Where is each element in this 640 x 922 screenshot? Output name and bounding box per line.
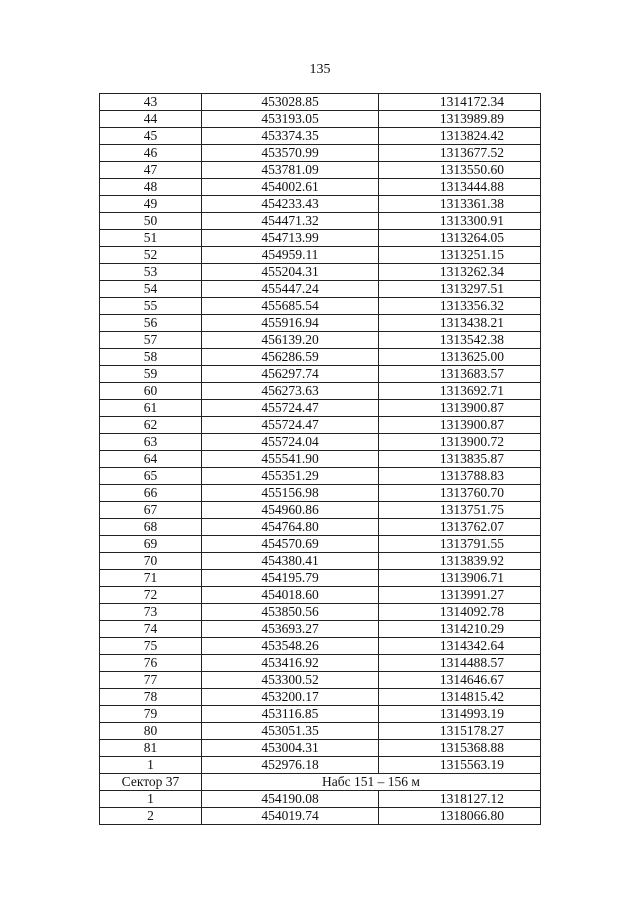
- y-coordinate: 1313542.38: [379, 332, 541, 349]
- point-number: 63: [100, 434, 202, 451]
- sector-label: Сектор 37: [100, 774, 202, 791]
- table-row: [100, 298, 541, 315]
- y-coordinate: 1313251.15: [379, 247, 541, 264]
- x-coordinate: 454233.43: [202, 196, 379, 213]
- x-coordinate: 456297.74: [202, 366, 379, 383]
- point-number: 57: [100, 332, 202, 349]
- x-coordinate: 453570.99: [202, 145, 379, 162]
- table-row: [100, 570, 541, 587]
- point-number: 47: [100, 162, 202, 179]
- coordinates-table-body: [100, 94, 541, 825]
- y-coordinate: 1313550.60: [379, 162, 541, 179]
- point-number: 52: [100, 247, 202, 264]
- x-coordinate: 453374.35: [202, 128, 379, 145]
- x-coordinate: 454002.61: [202, 179, 379, 196]
- y-coordinate: 1318127.12: [379, 791, 541, 808]
- point-number: 1: [100, 791, 202, 808]
- x-coordinate: 453781.09: [202, 162, 379, 179]
- table-row: [100, 468, 541, 485]
- point-number: 78: [100, 689, 202, 706]
- y-coordinate: 1313625.00: [379, 349, 541, 366]
- point-number: 53: [100, 264, 202, 281]
- y-coordinate: 1313900.87: [379, 417, 541, 434]
- table-row: [100, 145, 541, 162]
- table-row: [100, 94, 541, 111]
- table-row: [100, 315, 541, 332]
- x-coordinate: 453416.92: [202, 655, 379, 672]
- point-number: 68: [100, 519, 202, 536]
- table-row: [100, 519, 541, 536]
- point-number: 1: [100, 757, 202, 774]
- x-coordinate: 453004.31: [202, 740, 379, 757]
- table-row: [100, 400, 541, 417]
- point-number: 64: [100, 451, 202, 468]
- table-row: [100, 196, 541, 213]
- point-number: 48: [100, 179, 202, 196]
- x-coordinate: 455156.98: [202, 485, 379, 502]
- table-row: [100, 723, 541, 740]
- point-number: 51: [100, 230, 202, 247]
- y-coordinate: 1313788.83: [379, 468, 541, 485]
- y-coordinate: 1313444.88: [379, 179, 541, 196]
- y-coordinate: 1314488.57: [379, 655, 541, 672]
- y-coordinate: 1315178.27: [379, 723, 541, 740]
- x-coordinate: 453300.52: [202, 672, 379, 689]
- point-number: 70: [100, 553, 202, 570]
- x-coordinate: 454570.69: [202, 536, 379, 553]
- point-number: 71: [100, 570, 202, 587]
- y-coordinate: 1313824.42: [379, 128, 541, 145]
- x-coordinate: 455724.04: [202, 434, 379, 451]
- point-number: 75: [100, 638, 202, 655]
- y-coordinate: 1313297.51: [379, 281, 541, 298]
- point-number: 49: [100, 196, 202, 213]
- x-coordinate: 453548.26: [202, 638, 379, 655]
- x-coordinate: 454380.41: [202, 553, 379, 570]
- y-coordinate: 1313262.34: [379, 264, 541, 281]
- sector-height-range: Набс 151 – 156 м: [202, 774, 541, 791]
- x-coordinate: 454018.60: [202, 587, 379, 604]
- point-number: 62: [100, 417, 202, 434]
- table-row: [100, 366, 541, 383]
- y-coordinate: 1313264.05: [379, 230, 541, 247]
- x-coordinate: 455724.47: [202, 417, 379, 434]
- table-row: [100, 536, 541, 553]
- y-coordinate: 1314993.19: [379, 706, 541, 723]
- x-coordinate: 453193.05: [202, 111, 379, 128]
- table-row: [100, 604, 541, 621]
- y-coordinate: 1313839.92: [379, 553, 541, 570]
- x-coordinate: 453116.85: [202, 706, 379, 723]
- y-coordinate: 1313356.32: [379, 298, 541, 315]
- table-row: [100, 281, 541, 298]
- y-coordinate: 1313791.55: [379, 536, 541, 553]
- x-coordinate: 456273.63: [202, 383, 379, 400]
- point-number: 45: [100, 128, 202, 145]
- table-row: [100, 111, 541, 128]
- y-coordinate: 1313906.71: [379, 570, 541, 587]
- point-number: 55: [100, 298, 202, 315]
- y-coordinate: 1313991.27: [379, 587, 541, 604]
- page-number: 135: [309, 62, 331, 77]
- x-coordinate: 454195.79: [202, 570, 379, 587]
- point-number: 44: [100, 111, 202, 128]
- y-coordinate: 1313989.89: [379, 111, 541, 128]
- y-coordinate: 1313900.72: [379, 434, 541, 451]
- y-coordinate: 1314172.34: [379, 94, 541, 111]
- x-coordinate: 454713.99: [202, 230, 379, 247]
- point-number: 59: [100, 366, 202, 383]
- table-row: [100, 485, 541, 502]
- table-row: [100, 247, 541, 264]
- table-row: [100, 213, 541, 230]
- table-row: [100, 655, 541, 672]
- table-row: [100, 553, 541, 570]
- table-row: [100, 587, 541, 604]
- point-number: 73: [100, 604, 202, 621]
- point-number: 80: [100, 723, 202, 740]
- y-coordinate: 1314092.78: [379, 604, 541, 621]
- table-row: [100, 349, 541, 366]
- x-coordinate: 455447.24: [202, 281, 379, 298]
- point-number: 50: [100, 213, 202, 230]
- table-row: [100, 162, 541, 179]
- table-row: [100, 179, 541, 196]
- y-coordinate: 1313361.38: [379, 196, 541, 213]
- y-coordinate: 1313751.75: [379, 502, 541, 519]
- x-coordinate: 454019.74: [202, 808, 379, 825]
- y-coordinate: 1313900.87: [379, 400, 541, 417]
- x-coordinate: 452976.18: [202, 757, 379, 774]
- coordinates-table: [99, 93, 541, 825]
- y-coordinate: 1313762.07: [379, 519, 541, 536]
- table-row: [100, 264, 541, 281]
- point-number: 43: [100, 94, 202, 111]
- point-number: 79: [100, 706, 202, 723]
- table-row: [100, 706, 541, 723]
- table-row: [100, 417, 541, 434]
- y-coordinate: 1314646.67: [379, 672, 541, 689]
- x-coordinate: 455724.47: [202, 400, 379, 417]
- point-number: 67: [100, 502, 202, 519]
- y-coordinate: 1313835.87: [379, 451, 541, 468]
- table-row: [100, 128, 541, 145]
- point-number: 72: [100, 587, 202, 604]
- point-number: 77: [100, 672, 202, 689]
- x-coordinate: 454959.11: [202, 247, 379, 264]
- point-number: 46: [100, 145, 202, 162]
- point-number: 81: [100, 740, 202, 757]
- point-number: 61: [100, 400, 202, 417]
- y-coordinate: 1313683.57: [379, 366, 541, 383]
- x-coordinate: 454960.86: [202, 502, 379, 519]
- x-coordinate: 453051.35: [202, 723, 379, 740]
- table-row: [100, 757, 541, 774]
- x-coordinate: 454471.32: [202, 213, 379, 230]
- table-row: [100, 451, 541, 468]
- x-coordinate: 456286.59: [202, 349, 379, 366]
- x-coordinate: 456139.20: [202, 332, 379, 349]
- table-row: [100, 808, 541, 825]
- x-coordinate: 453850.56: [202, 604, 379, 621]
- y-coordinate: 1318066.80: [379, 808, 541, 825]
- point-number: 66: [100, 485, 202, 502]
- point-number: 58: [100, 349, 202, 366]
- y-coordinate: 1313300.91: [379, 213, 541, 230]
- y-coordinate: 1313438.21: [379, 315, 541, 332]
- x-coordinate: 453200.17: [202, 689, 379, 706]
- y-coordinate: 1313692.71: [379, 383, 541, 400]
- table-row: [100, 434, 541, 451]
- table-row: [100, 791, 541, 808]
- table-row: [100, 502, 541, 519]
- y-coordinate: 1313677.52: [379, 145, 541, 162]
- point-number: 56: [100, 315, 202, 332]
- point-number: 60: [100, 383, 202, 400]
- point-number: 69: [100, 536, 202, 553]
- y-coordinate: 1314815.42: [379, 689, 541, 706]
- x-coordinate: 455916.94: [202, 315, 379, 332]
- table-row: [100, 638, 541, 655]
- point-number: 76: [100, 655, 202, 672]
- y-coordinate: 1314210.29: [379, 621, 541, 638]
- table-row: [100, 621, 541, 638]
- table-row: [100, 740, 541, 757]
- sector-header-row: [100, 774, 541, 791]
- x-coordinate: 455685.54: [202, 298, 379, 315]
- point-number: 54: [100, 281, 202, 298]
- table-row: [100, 689, 541, 706]
- y-coordinate: 1315563.19: [379, 757, 541, 774]
- y-coordinate: 1315368.88: [379, 740, 541, 757]
- point-number: 74: [100, 621, 202, 638]
- y-coordinate: 1314342.64: [379, 638, 541, 655]
- point-number: 2: [100, 808, 202, 825]
- table-row: [100, 383, 541, 400]
- table-row: [100, 332, 541, 349]
- y-coordinate: 1313760.70: [379, 485, 541, 502]
- x-coordinate: 455351.29: [202, 468, 379, 485]
- x-coordinate: 454764.80: [202, 519, 379, 536]
- table-row: [100, 672, 541, 689]
- x-coordinate: 454190.08: [202, 791, 379, 808]
- x-coordinate: 453028.85: [202, 94, 379, 111]
- x-coordinate: 455541.90: [202, 451, 379, 468]
- point-number: 65: [100, 468, 202, 485]
- x-coordinate: 455204.31: [202, 264, 379, 281]
- table-row: [100, 230, 541, 247]
- x-coordinate: 453693.27: [202, 621, 379, 638]
